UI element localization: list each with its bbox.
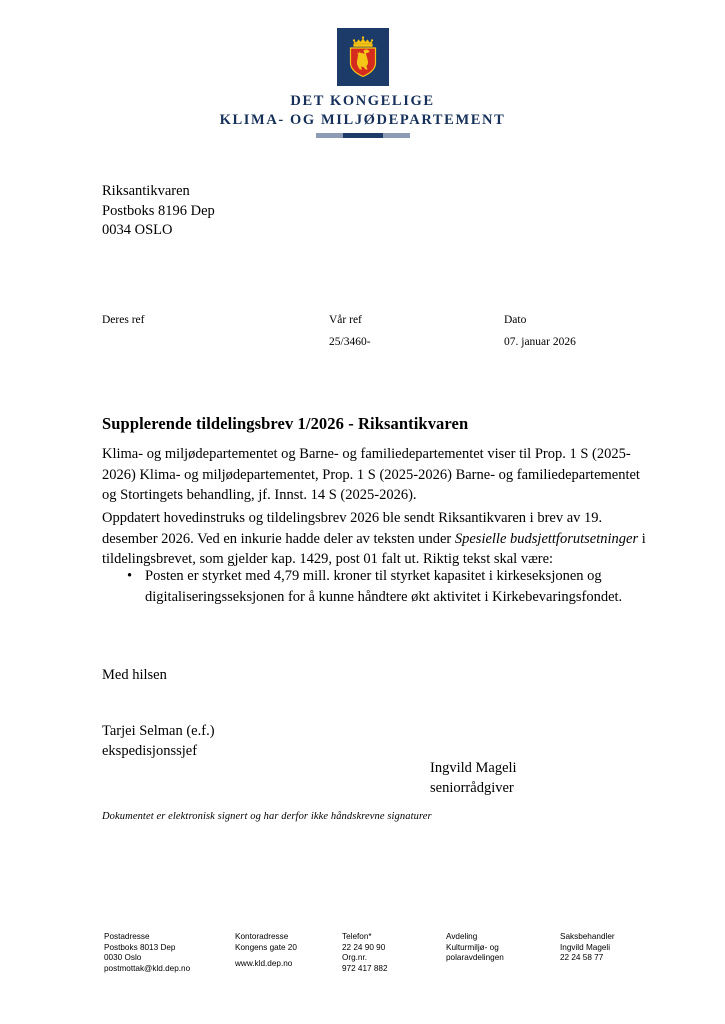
signer-title-right: seniorrådgiver: [430, 779, 514, 796]
divider-right-segment: [383, 133, 410, 138]
signer-title-left: ekspedisjonssjef: [102, 742, 198, 759]
reference-values: [102, 336, 662, 348]
letterhead-line-2: KLIMA- OG MILJØDEPARTEMENT: [219, 112, 506, 128]
divider-center-segment: [343, 133, 383, 138]
footer-header: Kontoradresse: [235, 932, 289, 941]
footer-value: 22 24 58 77: [560, 953, 604, 963]
correction-text-before: Oppdatert hovedinstruks og tildelingsbrev 2026 ble sendt Riksantikvaren i brev av 19. desember 2026. Ved en inkurie hadde deler av teksten under: [102, 510, 603, 547]
footer-column-kontoradresse: [235, 932, 342, 974]
signer-name-left: Tarjei Selman (e.f.): [102, 723, 215, 739]
addressee-city: 0034 OSLO: [102, 222, 173, 238]
footer-header: Avdeling: [446, 932, 478, 941]
dato-label: Dato: [504, 314, 527, 326]
correction-bullet-list: [102, 566, 658, 607]
footer-email: postmottak@kld.dep.no: [104, 963, 191, 973]
footer-header: Postadresse: [104, 932, 150, 941]
correction-section-name: Spesielle budsjettforutsetninger: [454, 530, 639, 547]
footer-column-avdeling: [446, 932, 560, 974]
closing-greeting: Med hilsen: [102, 667, 167, 683]
correction-text-after: i tildelingsbrevet, som gjelder kap. 1429, post 01 falt ut. Riktig tekst skal være:: [102, 530, 646, 568]
footer-header: Telefon*: [342, 932, 372, 941]
divider-left-segment: [316, 133, 343, 138]
addressee-street: Postboks 8196 Dep: [102, 202, 215, 219]
var-ref-label: Vår ref: [329, 314, 362, 326]
letterhead: [0, 28, 725, 138]
footer-column-saksbehandler: [560, 932, 664, 974]
footer-value: Kongens gate 20: [235, 942, 297, 952]
footer-value: Org.nr.: [342, 953, 368, 963]
dato-value: 07. januar 2026: [504, 336, 576, 348]
list-item-text: Posten er styrket med 4,79 mill. kroner til styrket kapasitet i kirkeseksjonen og digitaliseringsseksjonen for å kunne håndtere økt aktivitet i Kirkebevaringsfondet.: [145, 568, 623, 605]
footer-value: 0030 Oslo: [104, 953, 142, 963]
page-footer: [104, 932, 664, 974]
signer-name-right: Ingvild Mageli: [430, 760, 517, 776]
footer-value: 972 417 882: [342, 963, 388, 973]
footer-value: polaravdelingen: [446, 953, 504, 963]
bullet-icon: •: [127, 568, 133, 584]
addressee-name: Riksantikvaren: [102, 183, 190, 199]
reference-headers: [102, 314, 662, 326]
addressee-block: [102, 182, 658, 241]
deres-ref-value: [102, 336, 329, 348]
letterhead-divider: [316, 133, 410, 138]
footer-header: Saksbehandler: [560, 932, 615, 941]
paragraph-correction: [102, 508, 658, 570]
footer-website: www.kld.dep.no: [235, 958, 293, 968]
electronic-signature-note: Dokumentet er elektronisk signert og har derfor ikke håndskrevne signaturer: [102, 811, 432, 822]
footer-column-postadresse: [104, 932, 235, 974]
footer-column-telefon: [342, 932, 446, 974]
letterhead-line-1: DET KONGELIGE: [290, 93, 435, 109]
signature-block-left: [102, 722, 658, 761]
footer-value: 22 24 90 90: [342, 942, 386, 952]
footer-value: Ingvild Mageli: [560, 942, 611, 952]
footer-value: Postboks 8013 Dep: [104, 942, 176, 952]
footer-value: Kulturmiljø- og: [446, 942, 499, 952]
signature-block-right: [430, 759, 670, 798]
deres-ref-label: Deres ref: [102, 314, 145, 326]
reference-row: [102, 314, 662, 348]
document-title: Supplerende tildelingsbrev 1/2026 - Riksantikvaren: [102, 414, 469, 433]
list-item: [102, 566, 632, 607]
coat-of-arms-icon: [337, 28, 389, 86]
var-ref-value: 25/3460-: [329, 336, 371, 348]
paragraph-intro: Klima- og miljødepartementet og Barne- og familiedepartementet viser til Prop. 1 S (2025-2026) Klima- og miljødepartementet, Prop. 1 S (2025-2026) Barne- og familiedepartementet og Stortingets behandling, jf. Innst. 14 S (2025-2026).: [102, 446, 640, 504]
